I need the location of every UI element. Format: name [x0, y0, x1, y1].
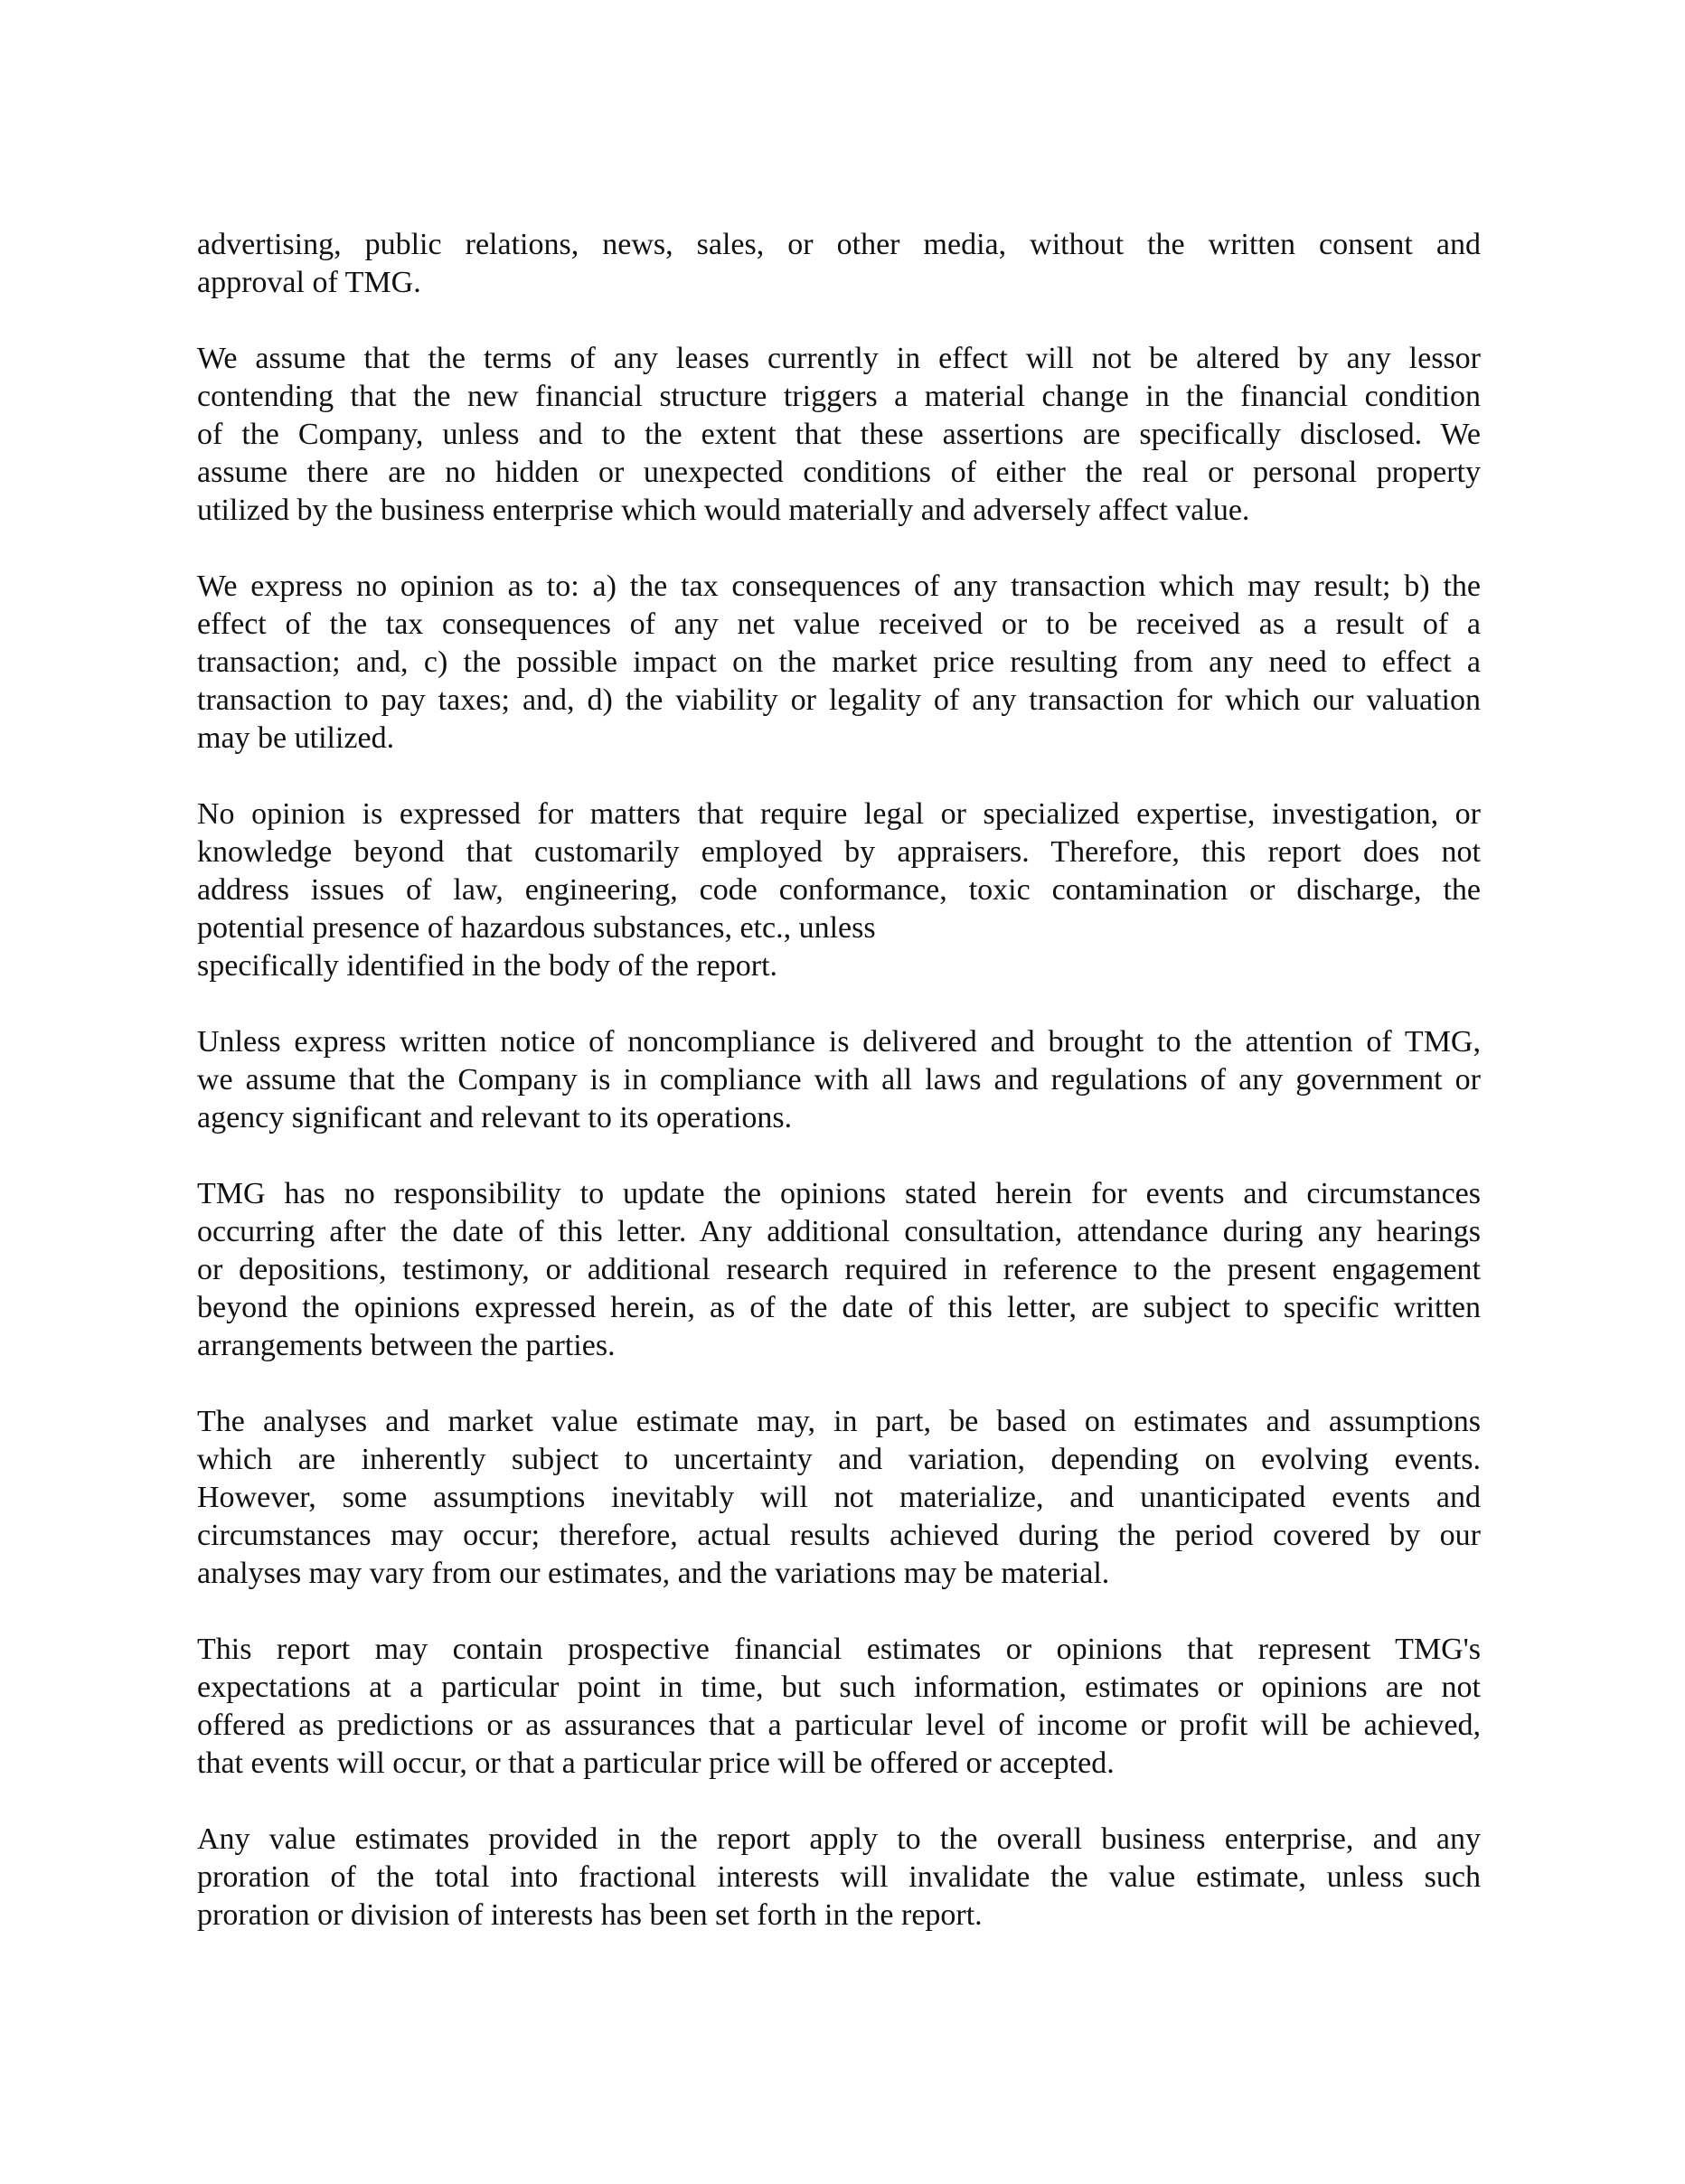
text-line: approval of TMG.	[197, 266, 421, 299]
text-line: arrangements between the parties.	[197, 1329, 616, 1362]
text-line: advertising, public relations, news, sales, or other media, without the written consent and	[197, 228, 1481, 261]
text-line: contending that the new financial structure triggers a material change in the financial condition	[197, 380, 1481, 413]
text-line: utilized by the business enterprise which would materially and adversely affect value.	[197, 494, 1250, 527]
text-line: Unless express written notice of noncompliance is delivered and brought to the attention of TMG,	[197, 1025, 1481, 1059]
paragraph-compliance	[197, 1023, 1481, 1137]
paragraph-update-responsibility	[197, 1175, 1481, 1365]
text-line: analyses may vary from our estimates, and the variations may be material.	[197, 1557, 1110, 1590]
text-line: of the Company, unless and to the extent that these assertions are specifically disclosed. We	[197, 418, 1481, 451]
text-line: However, some assumptions inevitably will not materialize, and unanticipated events and	[197, 1481, 1481, 1514]
text-line: occurring after the date of this letter. Any additional consultation, attendance during any hearings	[197, 1215, 1481, 1248]
document-body	[197, 226, 1481, 1972]
text-line: transaction to pay taxes; and, d) the viability or legality of any transaction for which our valuation	[197, 683, 1481, 717]
paragraph-value-proration	[197, 1821, 1481, 1935]
text-line: or depositions, testimony, or additional research required in reference to the present engagement	[197, 1253, 1481, 1286]
text-line: specifically identified in the body of the report.	[197, 949, 778, 983]
text-line: that events will occur, or that a particular price will be offered or accepted.	[197, 1746, 1115, 1780]
text-line: TMG has no responsibility to update the opinions stated herein for events and circumstances	[197, 1177, 1481, 1210]
paragraph-tax-opinion	[197, 568, 1481, 758]
text-line: Any value estimates provided in the report apply to the overall business enterprise, and any	[197, 1822, 1481, 1856]
text-line: which are inherently subject to uncertainty and variation, depending on evolving events.	[197, 1443, 1481, 1476]
text-line: proration of the total into fractional interests will invalidate the value estimate, unless such	[197, 1860, 1481, 1894]
text-line: We assume that the terms of any leases currently in effect will not be altered by any lessor	[197, 342, 1481, 375]
text-line: expectations at a particular point in time, but such information, estimates or opinions are not	[197, 1671, 1481, 1704]
text-line: beyond the opinions expressed herein, as of the date of this letter, are subject to specific written	[197, 1291, 1481, 1324]
text-line: The analyses and market value estimate may, in part, be based on estimates and assumptions	[197, 1405, 1481, 1438]
text-line: potential presence of hazardous substances, etc., unless	[197, 911, 876, 945]
paragraph-expertise-limits	[197, 795, 1481, 985]
paragraph-estimates-uncertainty	[197, 1403, 1481, 1593]
text-line: assume there are no hidden or unexpected conditions of either the real or personal property	[197, 456, 1481, 489]
text-line: circumstances may occur; therefore, actual results achieved during the period covered by our	[197, 1519, 1481, 1552]
text-line: effect of the tax consequences of any net value received or to be received as a result of a	[197, 607, 1481, 641]
text-line: We express no opinion as to: a) the tax consequences of any transaction which may result; b) the	[197, 570, 1481, 603]
text-line: offered as predictions or as assurances that a particular level of income or profit will be achieved,	[197, 1709, 1481, 1742]
text-line: proration or division of interests has been set forth in the report.	[197, 1898, 983, 1932]
paragraph-publicity-consent	[197, 226, 1481, 302]
text-line: agency significant and relevant to its operations.	[197, 1101, 793, 1134]
text-line: No opinion is expressed for matters that require legal or specialized expertise, investigation, or	[197, 797, 1481, 831]
text-line: transaction; and, c) the possible impact on the market price resulting from any need to effect a	[197, 645, 1481, 679]
text-line: knowledge beyond that customarily employed by appraisers. Therefore, this report does not	[197, 835, 1481, 869]
text-line: may be utilized.	[197, 721, 395, 755]
text-line: address issues of law, engineering, code conformance, toxic contamination or discharge, the	[197, 873, 1481, 907]
paragraph-prospective-estimates	[197, 1631, 1481, 1783]
text-line: we assume that the Company is in compliance with all laws and regulations of any government or	[197, 1063, 1481, 1097]
paragraph-leases-assumption	[197, 340, 1481, 530]
text-line: This report may contain prospective financial estimates or opinions that represent TMG's	[197, 1633, 1481, 1666]
